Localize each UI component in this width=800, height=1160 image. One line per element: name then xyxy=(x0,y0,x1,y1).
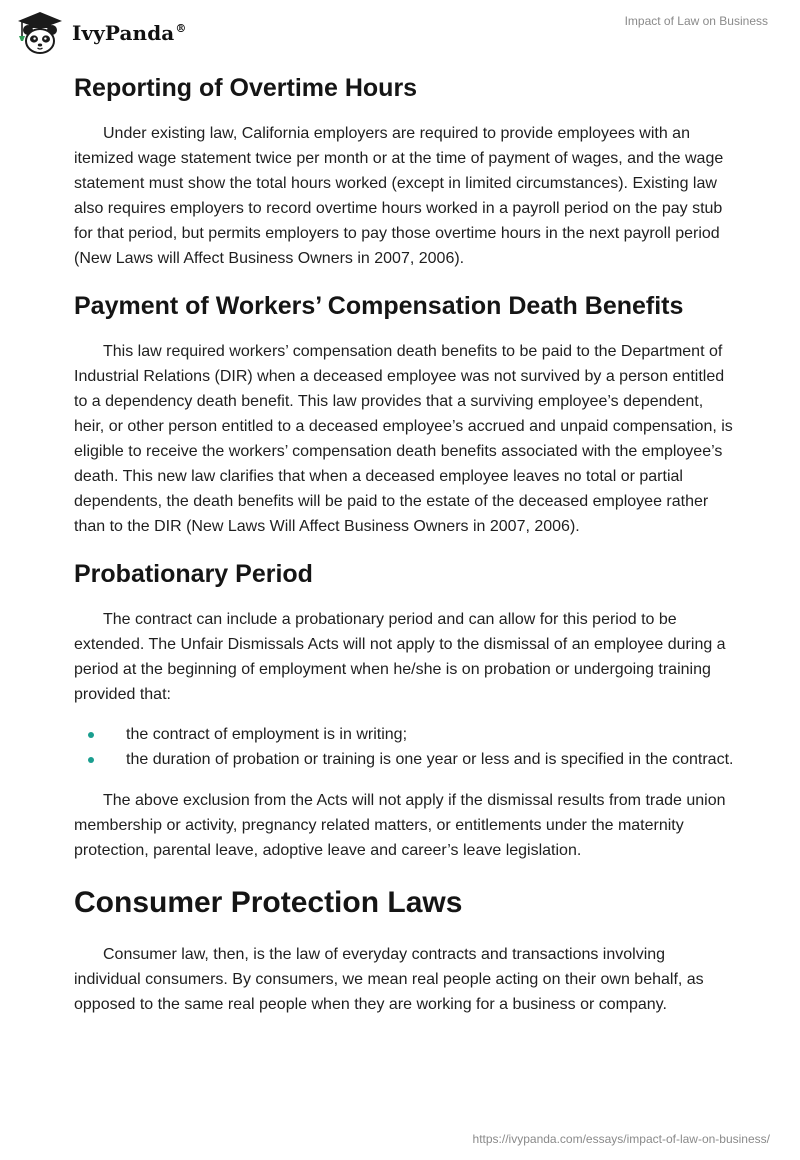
ivypanda-logo[interactable] xyxy=(14,10,186,56)
list-item: the duration of probation or training is one year or less and is specified in the contract. xyxy=(74,747,734,772)
page-header xyxy=(0,0,800,70)
list-item: the contract of employment is in writing; xyxy=(74,722,734,747)
brand-name: IvyPanda® xyxy=(72,21,187,45)
heading-consumer-protection: Consumer Protection Laws xyxy=(74,886,463,919)
bullet-icon xyxy=(88,757,94,763)
heading-overtime: Reporting of Overtime Hours xyxy=(74,74,418,102)
probation-conditions-list xyxy=(74,722,734,772)
paragraph-consumer: Consumer law, then, is the law of everyday contracts and transactions involving individual consumers. By consumers, we mean real people acting on their own behalf, as opposed to the same real people when they are working for a business or company. xyxy=(74,946,704,1013)
paragraph-death-benefits: This law required workers’ compensation death benefits to be paid to the Department of Industrial Relations (DIR) when a deceased employee was not survived by a person entitled to a dependency death benefit. This law provides that a surviving employee’s dependent, heir, or other person entitled to a deceased employee’s accrued and unpaid compensation, is eligible to receive the workers’ compensation death benefits associated with the employee’s death. This new law clarifies that when a deceased employee leaves no total or partial dependents, the death benefits will be paid to the estate of the deceased employee rather than to the DIR (New Laws Will Affect Business Owners in 2007, 2006). xyxy=(74,343,733,535)
paragraph-probation: The contract can include a probationary period and can allow for this period to be extended. The Unfair Dismissals Acts will not apply to the dismissal of an employee during a period at the beginning of employment when he/she is on probation or undergoing training provided that: xyxy=(74,611,726,703)
heading-death-benefits: Payment of Workers’ Compensation Death Benefits xyxy=(74,292,684,320)
document-title: Impact of Law on Business xyxy=(624,14,768,28)
heading-probation: Probationary Period xyxy=(74,560,313,588)
paragraph-overtime: Under existing law, California employers are required to provide employees with an itemized wage statement twice per month or at the time of payment of wages, and the wage statement must show the total hours worked (except in limited circumstances). Existing law also requires employers to record overtime hours worked in a payroll period on the pay stub for that period, but permits employers to pay those overtime hours in the next payroll period (New Laws will Affect Business Owners in 2007, 2006). xyxy=(74,125,724,267)
source-url-link[interactable]: https://ivypanda.com/essays/impact-of-law-on-business/ xyxy=(472,1132,770,1146)
paragraph-probation-exclusion: The above exclusion from the Acts will not apply if the dismissal results from trade union membership or activity, pregnancy related matters, or entitlements under the maternity protection, parental leave, adoptive leave and career’s leave legislation. xyxy=(74,792,726,859)
article-content xyxy=(74,70,734,1017)
bullet-icon xyxy=(88,732,94,738)
panda-graduate-icon xyxy=(14,10,66,56)
